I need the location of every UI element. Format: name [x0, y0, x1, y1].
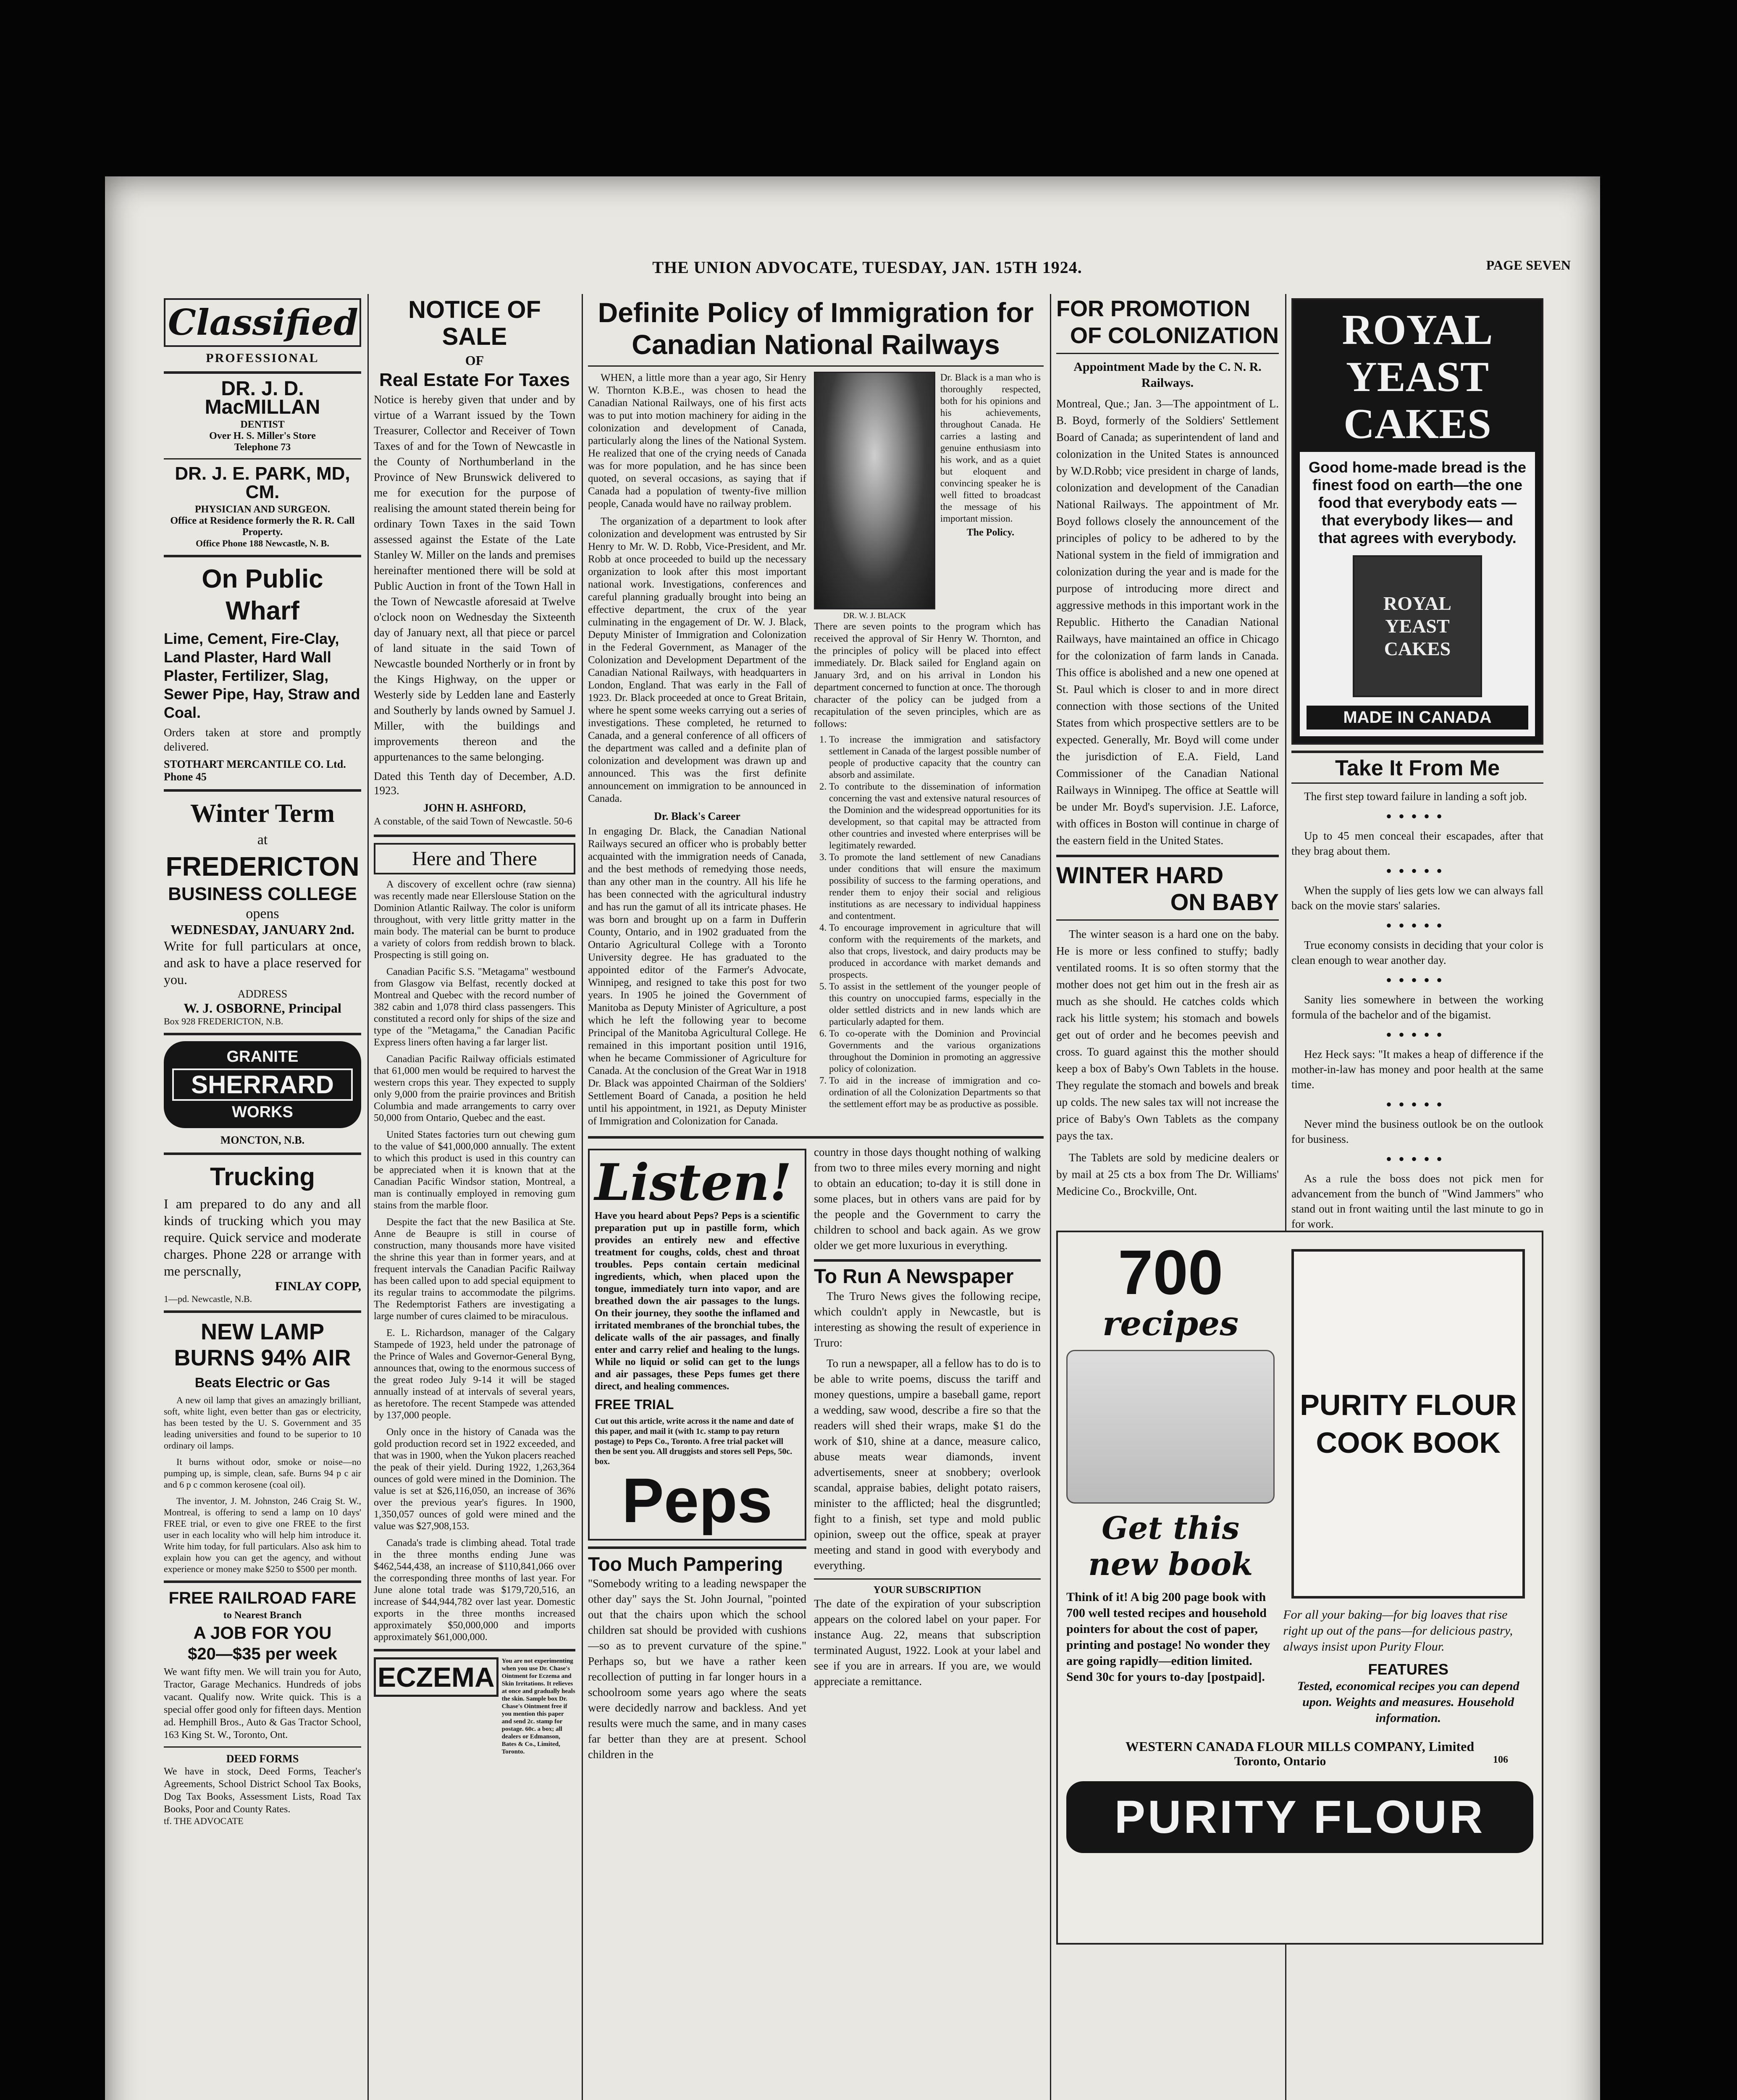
woman-illustration — [1066, 1350, 1275, 1504]
lamp-body-3: The inventor, J. M. Johnston, 246 Craig St. W., Montreal, is offering to send a lamp on 10 days' FREE trial, or even to give one FREE to the first user in each locality who will help him introduce it. Write him today, for full particulars. Also ask him to explain how you can get the agency, and without experience or money make $250 to $500 per month. — [164, 1496, 361, 1574]
take-item: True economy consists in deciding that your color is clean enough to wear another day. — [1291, 939, 1543, 966]
black-intro: Dr. Black is a man who is thoroughly respected, both for his opinions and his achievements, throughout Canada. He carries a lasting and genuine enthusiasm into his work, and as a quiet but eloquent and convincing speaker he is well fitted to broadcast the message of his important mission. — [940, 372, 1041, 524]
career-body: In engaging Dr. Black, the Canadian National Railways secured an officer who is probably better acquainted with the immigration needs of Canada, and the best methods of remedying those needs, than any other man in the country. All his life he has been connected with the agricultural industry and has run the gamut of all its intricate phases. He was born and brought up on a farm in Dufferin County, Ontario, and in 1902 graduated from the Ontario Agricultural College with a Toronto University degree. He has graduated to the appointed editor of the Farmer's Advocate, Winnipeg, and resigned to take this post for two years. In 1905 he joined the Government of Manitoba as Deputy Minister of Agriculture, a post which he left the following year to become Principal of the Manitoba Agricultural College. He remained in this important position until 1916, when he became Commissioner of Agriculture for Canada. At the conclusion of the Great War in 1918 Dr. Black was appointed Chairman of the Soldiers' Settlement Board of Canada, a position he held until his appointment, in 1921, as Deputy Minister of Immigration and Colonization for Canada. — [588, 826, 806, 1127]
separator-dots: ••••• — [1385, 971, 1449, 990]
free-trial-body: Cut out this article, write across it the name and date of this paper, and mail it (with 1c. stamp to pay return postage) to Peps Co., Toronto. A free trial packet will then be sent you. All druggists and stores sell Peps, 50c. box. — [595, 1417, 794, 1466]
purity-right-body: For all your baking—for big loaves that rise right up out of the pans—for delicious pastry, always insist upon Purity Flour. — [1283, 1608, 1513, 1654]
policy-point: 3. To promote the land settlement of new Canadians under conditions that will ensure the maximum possibility of success to the farming operations, and render them to enjoy their social and religious institutions as are necessary to individual happiness and contentment. — [829, 851, 1041, 922]
cookbook-illustration: PURITY FLOUR COOK BOOK — [1291, 1249, 1525, 1599]
listen-body: Have you heard about Peps? Peps is a scientific preparation put up in pastille form, which provides an entirely new and effective treatment for coughs, colds, chest and throat troubles. Peps contain certain medicinal ingredients, which, when placed upon the tongue, immediately turn into vapor, and are breathed down the air passages to the lungs. On their journey, they soothe the inflamed and irritated membranes of the bronchial tubes, the delicate walls of the air passages, and finally enter and carry relief and healing to the lungs. While no liquid or solid can get to the lungs and air passages, these Peps fumes get there direct, and healing commences. — [595, 1210, 800, 1392]
lamp-body-2: It burns without odor, smoke or noise—no pumping up, is simple, clean, safe. Burns 94 p c air and 6 p c common kerosene (coal oil). — [164, 1457, 361, 1490]
separator-dots: ••••• — [1385, 1095, 1449, 1114]
column-3 — [588, 294, 1044, 2100]
pampering-body: "Somebody writing to a leading newspaper the other day" says the St. John Journal, "pointed out that the chairs upon which the school children sat should be provided with cushions—so as to prevent curvature of the spine." Perhaps so, but we have a rather keen recollection of putting in far longer hours in a schoolroom some years ago where the seats were decidedly narrow and backless. And yet results were much the same, and in many cases far better than they are at present. School children in the — [588, 1577, 806, 1761]
listen-title: Listen! — [595, 1153, 792, 1212]
newspaper-page — [105, 176, 1600, 2100]
rail-title: FREE RAILROAD FARE — [168, 1589, 357, 1607]
rail-sub: to Nearest Branch — [223, 1610, 302, 1621]
trucking-title: Trucking — [210, 1163, 315, 1191]
eczema-body: You are not experimenting when you use Dr. Chase's Ointment for Eczema and Skin Irritations. It relieves at once and gradually heals the skin. Sample box Dr. Chase's Ointment free if you mention this paper and send 2c. stamp for postage. 60c. a box; all dealers or Edmanson, Bates & Co., Limited, Toronto. — [501, 1658, 575, 1755]
purity-company: WESTERN CANADA FLOUR MILLS COMPANY, Limited — [1125, 1739, 1475, 1754]
take-item: Hez Heck says: "It makes a heap of difference if the mother-in-law has money and poor health at the same time. — [1291, 1048, 1543, 1091]
take-title: Take It From Me — [1335, 756, 1500, 780]
column-5 — [1291, 294, 1543, 1230]
deed-body: We have in stock, Deed Forms, Teacher's Agreements, School District School Tax Books, Dog Tax Books, Assessment Lists, Road Tax Books, Poor and County Rates. — [164, 1766, 361, 1815]
column-2 — [374, 294, 575, 2100]
purity-get-this: Get this new book — [1088, 1510, 1253, 1583]
notice-signature-2: A constable, of the said Town of Newcastle. 50-6 — [374, 816, 572, 827]
purity-city: Toronto, Ontario — [1234, 1754, 1326, 1768]
peps-logo: Peps — [622, 1465, 773, 1536]
take-item: Never mind the business outlook be on the outlook for business. — [1291, 1118, 1543, 1145]
rail-body: We want fifty men. We will train you for Auto, Tractor, Garage Mechanics. Hundreds of jobs vacant. Qualify now. Write quick. This is a special offer good only for fifteen days. Mention ad. Hemphill Bros., Auto & Gas Tractor School, 163 King St. W., Toronto, Ont. — [164, 1667, 361, 1740]
column-4 — [1056, 294, 1279, 1222]
purity-recipes: recipes — [1102, 1304, 1239, 1343]
notice-of: OF — [465, 353, 484, 368]
page-number: PAGE SEVEN — [1486, 257, 1571, 273]
policy-point: 4. To encourage improvement in agriculture that will conform with the requirements of the markets, and also that crops, livestock, and dairy products may be produced in accordance with market demands and prospects. — [829, 922, 1041, 981]
take-item: Up to 45 men conceal their escapades, after that they brag about them. — [1291, 830, 1543, 857]
policy-point: 7. To aid in the increase of immigration and co-ordination of all the Colonization Departments so that the settlement effort may be as productive as possible. — [829, 1075, 1041, 1110]
granite-works: WORKS — [232, 1103, 293, 1121]
rail-job: A JOB FOR YOU — [193, 1623, 332, 1643]
classified-header — [164, 298, 361, 347]
yeast-package: ROYAL YEAST CAKES — [1353, 555, 1482, 697]
park-name: DR. J. E. PARK, MD, CM. — [175, 463, 350, 502]
notice-signature: JOHN H. ASHFORD, — [423, 802, 526, 814]
promo-title-1: FOR PROMOTION — [1056, 296, 1250, 321]
macmillan-name: DR. J. D. MacMILLAN — [205, 378, 320, 418]
pampering-title: Too Much Pampering — [588, 1553, 783, 1575]
trucking-name: FINLAY COPP, — [275, 1279, 361, 1293]
purity-features: Tested, economical recipes you can depend upon. Weights and measures. Household information. — [1297, 1679, 1519, 1725]
wharf-company: STOTHART MERCANTILE CO. Ltd. Phone 45 — [164, 758, 346, 783]
lamp-title: NEW LAMP BURNS 94% AIR — [174, 1319, 351, 1370]
column-1 — [164, 294, 361, 2100]
purity-flour-ad — [1056, 1231, 1543, 1945]
yeast-made-in-canada: MADE IN CANADA — [1307, 706, 1528, 730]
here-p1: A discovery of excellent ochre (raw sienna) was recently made near Ellerslouse Station on the Dominion Atlantic Railway. The color is uniform throughout, with very little gritty matter in the main body. The material can be burnt to produce a variety of colors from reddish brown to black. Prospecting is still going on. — [374, 879, 575, 961]
portrait-caption: DR. W. J. BLACK — [843, 611, 906, 620]
eczema-ad — [374, 1657, 575, 1756]
lamp-sub: Beats Electric or Gas — [195, 1375, 330, 1390]
column-rule — [1050, 294, 1051, 2100]
here-p4: United States factories turn out chewing gum to the value of $41,000,000 annually. The extent to which this product is used in this country can be appreciated when it is known that at the Canadian Pacific Windsor station, Montreal, a man is continually employed in removing gum stains from the marble floor. — [374, 1129, 575, 1211]
here-p7: Only once in the history of Canada was the gold production record set in 1922 exceeded, and that was in 1900, when the Yukon placers reached the peak of their yield. During 1922, 1,263,364 ounces of gold were mined in the Dominion. The value is set at $26,116,050, an increase of 36% over the previous year's figures. In 1900, 1,350,057 ounces of gold were mined and the value was $27,908,153. — [374, 1427, 575, 1532]
take-item: When the supply of lies gets low we can always fall back on the movie stars' salaries. — [1291, 884, 1543, 912]
portrait-photo — [814, 372, 935, 609]
policy-head: The Policy. — [966, 527, 1015, 538]
masthead-line: THE UNION ADVOCATE, TUESDAY, JAN. 15TH 1924. — [652, 258, 1082, 277]
here-p8: Canada's trade is climbing ahead. Total trade in the three months ending June was $462,544,438, an increase of $110,841,066 over the corresponding three months of last year. For June alone total trade was $179,720,516, an increase of $44,944,782 over last year. Domestic exports in the three months increased approximately $50,000,000 and imports approximately $61,000,000. — [374, 1538, 575, 1643]
immigration-body-a: WHEN, a little more than a year ago, Sir Henry W. Thornton K.B.E., was chosen to head the Canadian National Railways, one of his first acts was to put into motion machinery for aiding in the colonization and development of Canada, particularly along the lines of the National System. He realized that one of the crying needs of Canada was for more population, and he has since been quoted, on several occasions, as saying that if Canada had a population of twenty-five million people, Canada would have no railway problem. — [588, 372, 806, 509]
winter-body: Write for full particulars at once, and ask to have a place reserved for you. — [164, 938, 361, 987]
classified-title: Classified — [168, 302, 358, 343]
yeast-body: Good home-made bread is the finest food on earth—the one food that everybody eats — that everybody likes— and that agrees with everybody. — [1308, 459, 1527, 546]
baby-title-1: WINTER HARD — [1056, 862, 1224, 888]
take-item: The first step toward failure in landing a soft job. — [1304, 790, 1527, 803]
royal-yeast-ad — [1291, 298, 1543, 745]
deed-title: DEED FORMS — [226, 1753, 299, 1765]
free-trial-title: FREE TRIAL — [595, 1397, 674, 1412]
promo-title-2: OF COLONIZATION — [1070, 323, 1279, 348]
take-item: Sanity lies somewhere in between the working formula of the bachelor and of the bigamist. — [1291, 993, 1543, 1021]
notice-title: NOTICE OF SALE — [408, 296, 541, 350]
newspaper-body: The Truro News gives the following recipe, which couldn't apply in Newcastle, but is interesting as showing the result of experience in Truro: — [814, 1290, 1041, 1349]
here-p6: E. L. Richardson, manager of the Calgary Stampede of 1923, held under the patronage of the Prince of Wales and Governor-General Byng, announces that, owing to the enormous success of the great rodeo July 9-14 it will be staged annually instead of at intervals of several years, as heretofore. The recent Stampede was attended by 137,000 people. — [374, 1328, 575, 1421]
lamp-body-1: A new oil lamp that gives an amazingly brilliant, soft, white light, even better than gas or electricity, has been tested by the U. S. Government and 35 leading universities and found to be superior to 10 ordinary oil lamps. — [164, 1395, 361, 1451]
eczema-title: ECZEMA — [374, 1657, 499, 1697]
wharf-orders: Orders taken at store and promptly delivered. — [164, 726, 361, 753]
winter-college: BUSINESS COLLEGE — [168, 884, 357, 904]
policy-point: 5. To assist in the settlement of the younger people of this country on unoccupied farms, especially in the older settled districts and in new lands which are particularly adapted for them. — [829, 981, 1041, 1028]
rail-wage: $20—$35 per week — [188, 1645, 337, 1663]
policy-points — [814, 734, 1041, 1110]
winter-principal: W. J. OSBORNE, Principal — [184, 1000, 341, 1016]
career-head: Dr. Black's Career — [654, 810, 740, 822]
purity-body: Think of it! A big 200 page book with 700 well tested recipes and household pointers for about the cost of paper, printing and postage! No wonder they are going rapidly—edition limited. Send 30c for yours to-day [postpaid]. — [1066, 1590, 1270, 1684]
subscription-title: YOUR SUBSCRIPTION — [873, 1585, 981, 1596]
winter-box: Box 928 FREDERICTON, N.B. — [164, 1016, 283, 1026]
immigration-title: Definite Policy of Immigration for Canadian National Railways — [598, 297, 1034, 360]
separator-dots: ••••• — [1385, 1150, 1449, 1168]
take-item: As a rule the boss does not pick men for advancement from the bunch of "Wind Jammers" who stand out in front waiting until the last minute to go in for work. — [1291, 1172, 1543, 1230]
winter-city: FREDERICTON — [165, 851, 359, 882]
here-p5: Despite the fact that the new Basilica at Ste. Anne de Beaupre is still in course of construction, many thousands more have visited the shrine this year than in former years, and at frequent intervals the Canadian Pacific Railway has been called upon to add special equipment to its regular trains to accommodate the pilgrims. The Redemptorist Fathers are investigating a large number of cures claimed to be miraculous. — [374, 1217, 575, 1322]
notice-body: Notice is hereby given that under and by virtue of a Warrant issued by the Town Treasurer, Collector and Receiver of Town Taxes of and for the Town of Newcastle in the County of Northumberland in the Province of New Brunswick delivered to me for execution for the purpose of realising the amount stated therein being for ordinary Town Taxes in the said Town assessed against the Estate of the Late Stanley W. Miller on the lands and premises hereinafter mentioned there will be sold at Public Auction in front of the Town Hall in the Town of Newcastle aforesaid at Twelve o'clock noon on Wednesday the Sixteenth day of January next, all that piece or parcel of land situate in the said Town of Newcastle bounded Northerly or in front by the Kings Highway, on the upper or Westerly side by Ledden lane and Easterly and Southerly by lands owned by Samuel J. Miller, with the buildings and improvements thereon and the appurtenances to the same belonging. — [374, 393, 575, 763]
purity-features-title: FEATURES — [1368, 1661, 1448, 1678]
here-and-there-title: Here and There — [374, 843, 575, 874]
park-title: PHYSICIAN AND SURGEON. — [194, 504, 331, 515]
promo-body: Montreal, Que.; Jan. 3—The appointment of L. B. Boyd, formerly of the Soldiers' Settlement Board of Canada; as superintendent of land and colonization in the United States is announced by W.D.Robb; vice president in charge of lands, colonization and development of the Canadian National Railways. The appointment of Mr. Boyd follows closely the announcement of the principles of policy to be adhered to by the National system in the field of immigration and colonization during the year and is made for the purpose of introducing more direct and aggressive methods in this important work in the Republic. Hitherto the Canadian National Railways, have maintained an office in Chicago for the colonization of farm lands in Canada. This office is abolished and a new one opened at St. Paul which is closer to and in more direct connection with those sections of the United States from which prospective settlers are to be expected. Generally, Mr. Boyd will come under the jurisdiction of E.A. Field, Land Commissioner of the Canadian National Railways in Winnipeg. The office at Seattle will be under Mr. Boyd's supervision. J.E. Laforce, with offices in Boston will continue in charge of the eastern field in the United States. — [1056, 397, 1279, 847]
notice-title-2: Real Estate For Taxes — [379, 370, 570, 390]
classified-sub: PROFESSIONAL — [206, 351, 319, 365]
purity-big-number: 700 — [1118, 1237, 1223, 1307]
separator-dots: ••••• — [1385, 861, 1449, 880]
macmillan-phone: Telephone 73 — [234, 442, 291, 453]
wharf-items: Lime, Cement, Fire-Clay, Land Plaster, Hard Wall Plaster, Fertilizer, Slag, Sewer Pipe, Hay, Straw and Coal. — [164, 630, 360, 721]
trucking-body: I am prepared to do any and all kinds of trucking which you may require. Quick service and moderate charges. Phone 228 or arrange with me perscnally, — [164, 1196, 361, 1278]
park-address: Office at Residence formerly the R. R. Call Property. — [170, 515, 355, 538]
deed-sig: tf. THE ADVOCATE — [164, 1816, 244, 1826]
newspaper-body-2: To run a newspaper, all a fellow has to do is to be able to write poems, discuss the tariff and money questions, umpire a baseball game, report a wedding, saw wood, describe a fire so that the readers will shed their wraps, make $1 do the work of $10, shine at a dance, measure calico, abuse meats wear diamonds, invent advertisements, sneer at snobbery; overlook scandal, appraise babies, delight potato raisers, minister to the afflicted; heal the disgruntled; fight to a finish, set type and mold public opinion, sweep out the office, speak at prayer meeting and stand in good with everybody and everything. — [814, 1357, 1041, 1572]
trucking-sig: 1—pd. Newcastle, N.B. — [164, 1294, 252, 1304]
separator-dots: ••••• — [1385, 916, 1449, 935]
policy-point: 1. To increase the immigration and satisfactory settlement in Canada of the largest possible number of people of productive capacity that the country can absorb and assimilate. — [829, 734, 1041, 781]
purity-code: 106 — [1493, 1754, 1508, 1765]
winter-at: at — [257, 832, 268, 848]
policy-point: 6. To co-operate with the Dominion and Provincial Governments and the various organizations throughout the Dominion in promoting an aggressive policy of colonization. — [829, 1028, 1041, 1075]
peps-ad — [588, 1149, 806, 1541]
here-p3: Canadian Pacific Railway officials estimated that 61,000 men would be required to harvest the western crops this year. They expected to supply only 9,000 from the prairie provinces and British Columbia and made arrangements to carry over 50,000 from Ontario, Quebec and the east. — [374, 1054, 575, 1124]
winter-address-label: ADDRESS — [237, 988, 288, 1000]
separator-dots: ••••• — [1385, 1025, 1449, 1044]
policy-body: There are seven points to the program which has received the approval of Sir Henry W. Thornton, and the principles of policy will be placed into effect immediately. Dr. Black sailed for England again on January 3rd, and on his arrival in London his department concerned to function at once. The thorough character of the policy can be judged from a recapitulation of the seven principles, which are as follows: — [814, 621, 1041, 730]
pampering-continued: country in those days thought nothing of walking from two to three miles every morning and night to obtain an education; to-day it is still done in some places, but in others vans are paid for by the people and the Government to carry the children to school and back again. As we grow older we get more luxurious in everything. — [814, 1146, 1041, 1252]
immigration-body-b: The organization of a department to look after colonization and development was entrusted by Sir Henry to Mr. W. D. Robb, Vice-President, and Mr. Robb at once proceeded to build up the necessary organization to look after this most important national work. Investigations, conferences and careful planning gradually brought into being an effective department, the crux of the year culminating in the engagement of Dr. W. J. Black, Deputy Minister of Immigration and Colonization in the Federal Government, as Manager of the Colonization and Development Department of the Canadian National Railways, with headquarters in London, England. That was early in the Fall of 1923. Dr. Black proceeded at once to Great Britain, where he spent some weeks carrying out a series of investigations. These completed, he returned to Canada, and a general conference of all officers of the department was called and a definite plan of colonization and development was drawn up and announced. This was the first definite announcement on immigration to be announced in Canada. — [588, 516, 806, 804]
granite-name: SHERRARD — [172, 1068, 353, 1101]
separator-dots: ••••• — [1385, 807, 1449, 826]
policy-point: 2. To contribute to the dissemination of information concerning the vast and extensive natural resources of the Dominion and the widespread opportunities for its development, so that capital may be attracted from other countries and invested where enterprises will be legitimately rewarded. — [829, 781, 1041, 851]
macmillan-address: Over H. S. Miller's Store — [209, 430, 316, 441]
purity-banner: PURITY FLOUR — [1066, 1781, 1533, 1853]
granite-top: GRANITE — [226, 1048, 299, 1066]
baby-body: The winter season is a hard one on the baby. He is more or less confined to stuffy; badly ventilated rooms. It is so often stormy that the mother does not get him out in the fresh air as much as she should. He catches colds which rack his little system; his stomach and bowels get out of order and he becomes peevish and cross. To guard against this the mother should keep a box of Baby's Own Tablets in the house. They regulate the stomach and bowels and break up colds. The new sales tax will not increase the price of Baby's Own Tablets as the company pays the tax. — [1056, 928, 1279, 1142]
winter-term-title: Winter Term — [190, 799, 335, 828]
winter-opens: opens — [246, 906, 279, 921]
granite-ad — [164, 1041, 361, 1128]
promo-sub: Appointment Made by the C. N. R. Railways. — [1073, 360, 1262, 390]
subscription-body: The date of the expiration of your subscription appears on the colored label on your paper. For instance Aug. 22, means that subscription terminated August, 1922. Look at your label and see if you are in arrears. If you are, we would appreciate a remittance. — [814, 1597, 1041, 1688]
column-rule — [367, 294, 369, 2100]
yeast-title: ROYAL YEAST CAKES — [1342, 306, 1493, 448]
notice-dated: Dated this Tenth day of December, A.D. 1923. — [374, 770, 575, 797]
granite-city: MONCTON, N.B. — [220, 1134, 305, 1146]
masthead — [164, 254, 1571, 279]
baby-body-2: The Tablets are sold by medicine dealers or by mail at 25 cts a box from The Dr. Williams' Medicine Co., Brockville, Ont. — [1056, 1151, 1279, 1197]
park-phone: Office Phone 188 Newcastle, N. B. — [196, 538, 329, 549]
column-rule — [582, 294, 583, 2100]
winter-date: WEDNESDAY, JANUARY 2nd. — [170, 922, 355, 937]
macmillan-title: DENTIST — [240, 419, 285, 430]
wharf-title: On Public Wharf — [202, 564, 323, 625]
here-p2: Canadian Pacific S.S. "Metagama" westbound from Glasgow via Belfast, recently docked at Montreal and Quebec with the record number of 382 cabin and 1,078 third class passengers. This constituted a record only for ships of the size and type of the "Metagama," the Canadian Pacific Express liners often having a far larger list. — [374, 966, 575, 1048]
baby-title-2: ON BABY — [1170, 889, 1279, 915]
newspaper-title: To Run A Newspaper — [814, 1265, 1014, 1288]
